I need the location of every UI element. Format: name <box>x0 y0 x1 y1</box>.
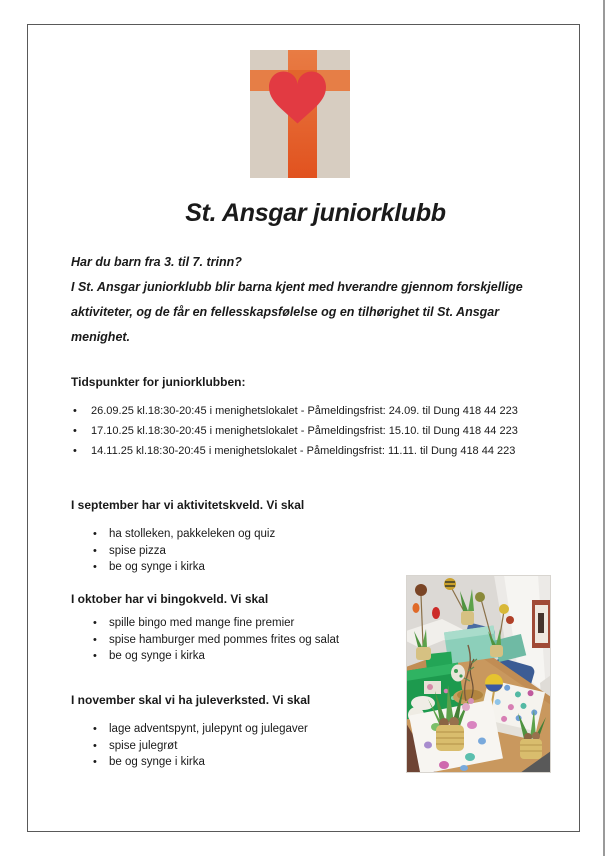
section-heading-oktober: I oktober har vi bingokveld. Vi skal <box>71 592 269 606</box>
schedule-list <box>71 401 571 461</box>
activity-list-oktober <box>71 615 401 665</box>
intro-line: menighet. <box>71 330 131 344</box>
schedule-item: • 26.09.25 kl.18:30-20:45 i menighetslokalet - Påmeldingsfrist: 24.09. til Dung 418 44 223 <box>71 401 571 421</box>
activity-list-november <box>71 721 401 771</box>
activity-item: • ha stolleken, pakkeleken og quiz <box>71 526 401 543</box>
intro-paragraph <box>71 250 563 350</box>
activity-item: • be og synge i kirka <box>71 754 401 771</box>
schedule-item: • 14.11.25 kl.18:30-20:45 i menighetslokalet - Påmeldingsfrist: 11.11. til Dung 418 44 223 <box>71 441 571 461</box>
activity-item: • be og synge i kirka <box>71 559 401 576</box>
schedule-item: • 17.10.25 kl.18:30-20:45 i menighetslokalet - Påmeldingsfrist: 15.10. til Dung 418 44 223 <box>71 421 571 441</box>
document-page <box>27 24 580 832</box>
activity-item: • be og synge i kirka <box>71 648 401 665</box>
activity-item: • spise hamburger med pommes frites og salat <box>71 632 401 649</box>
page-title: St. Ansgar juniorklubb <box>185 199 446 227</box>
craft-table-photo <box>406 575 551 773</box>
heart-cross-image <box>250 50 350 178</box>
activity-item: • lage adventspynt, julepynt og julegaver <box>71 721 401 738</box>
section-heading-september: I september har vi aktivitetskveld. Vi skal <box>71 498 305 512</box>
activity-list-september <box>71 526 401 576</box>
section-heading-november: I november skal vi ha juleverksted. Vi skal <box>71 693 311 707</box>
activity-item: • spise pizza <box>71 543 401 560</box>
schedule-heading: Tidspunkter for juniorklubben: <box>71 375 246 389</box>
intro-question: Har du barn fra 3. til 7. trinn? <box>71 255 242 269</box>
intro-line: I St. Ansgar juniorklubb blir barna kjent med hverandre gjennom forskjellige <box>71 280 523 294</box>
intro-line: aktiviteter, og de får en fellesskapsfølelse og en tilhørighet til St. Ansgar <box>71 305 500 319</box>
activity-item: • spise julegrøt <box>71 738 401 755</box>
activity-item: • spille bingo med mange fine premier <box>71 615 401 632</box>
